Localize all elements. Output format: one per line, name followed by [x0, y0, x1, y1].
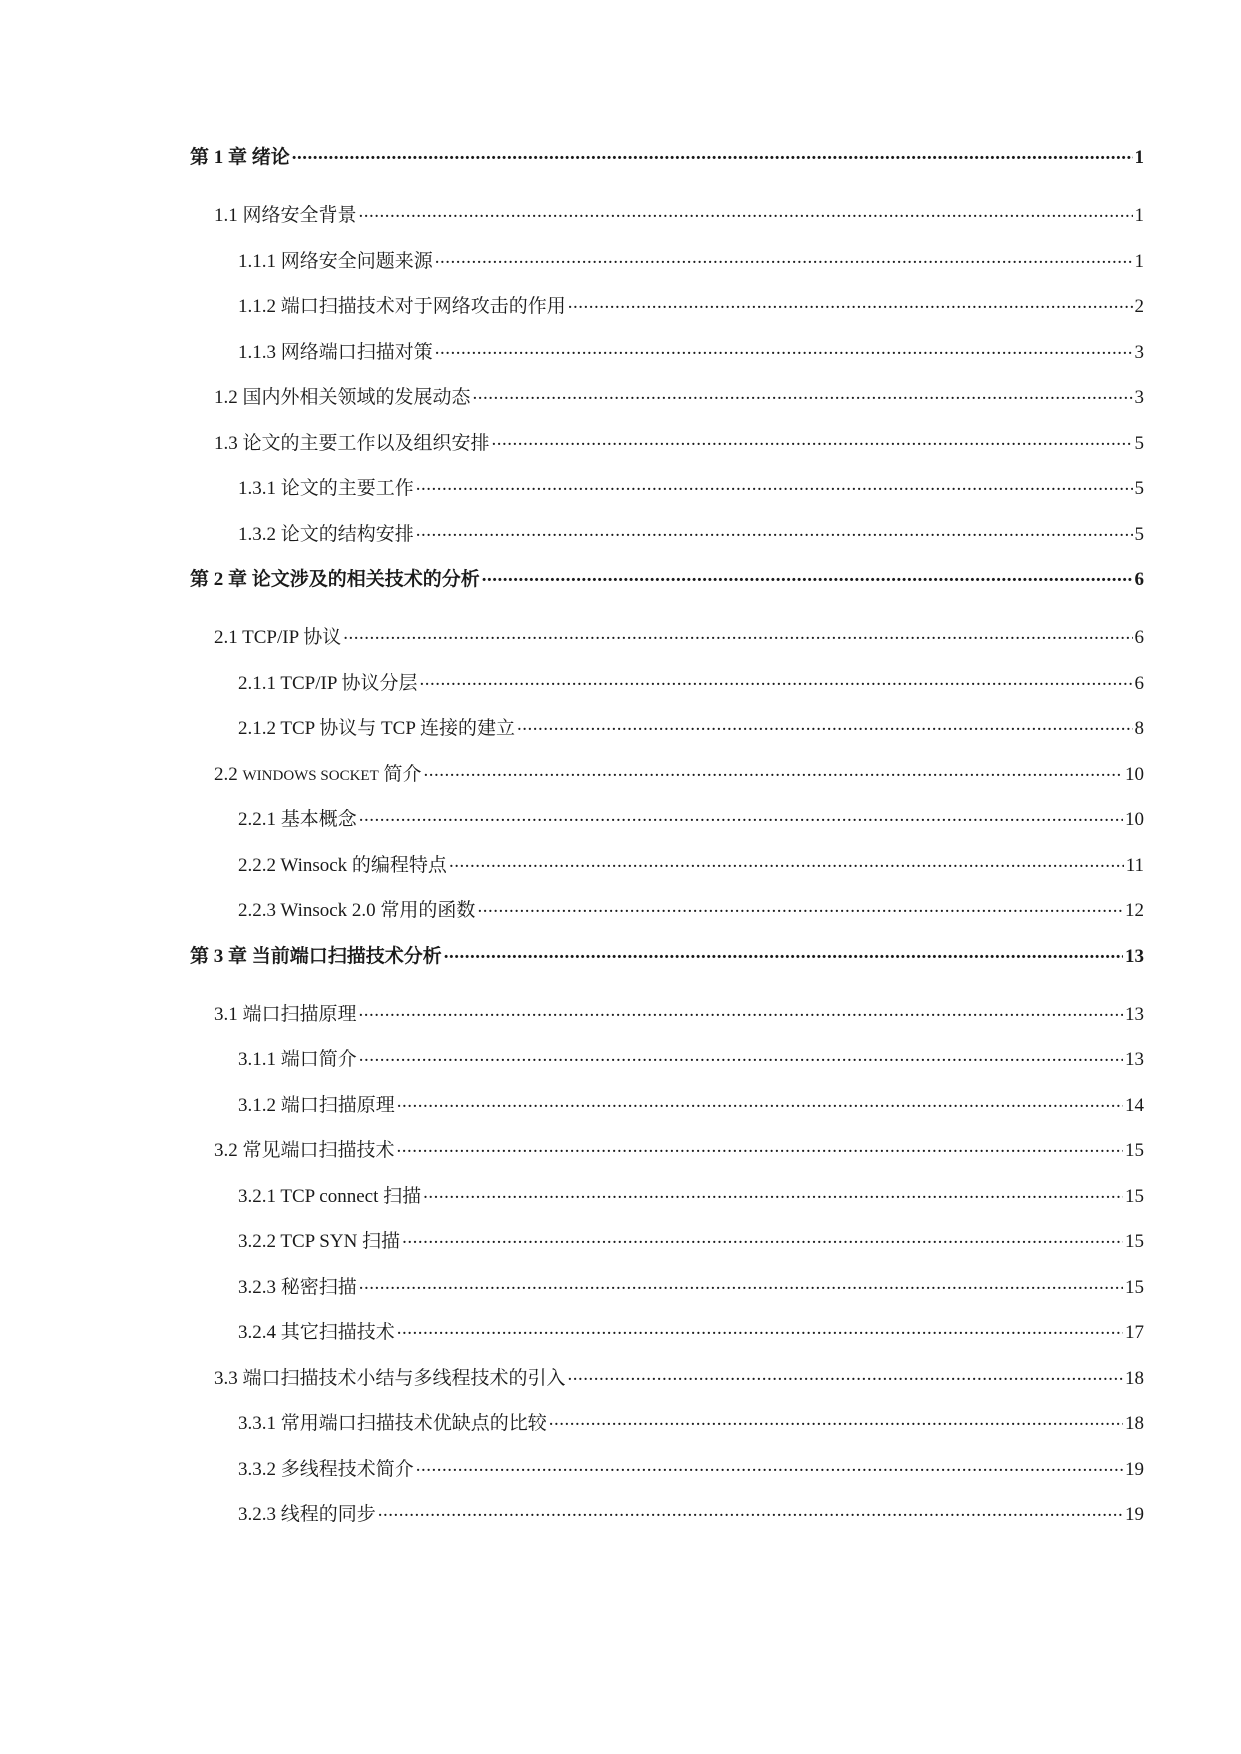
dot-leader — [359, 1001, 1123, 1020]
toc-entry-page-number: 5 — [1134, 523, 1144, 545]
toc-entry-page-number: 6 — [1134, 627, 1144, 648]
toc-entry-page-number: 5 — [1134, 478, 1144, 499]
dot-leader — [549, 1410, 1123, 1429]
dot-leader — [292, 144, 1133, 163]
toc-entry[interactable] — [190, 564, 1144, 622]
toc-entry-page-number: 2 — [1134, 296, 1144, 317]
toc-entry-title: 1.3.2 论文的结构安排 — [238, 523, 414, 545]
toc-entry[interactable] — [190, 1135, 1144, 1181]
toc-entry[interactable] — [190, 1226, 1144, 1272]
dot-leader — [343, 624, 1132, 643]
toc-entry-title: 2.2 WINDOWS SOCKET 简介 — [214, 763, 422, 785]
dot-leader — [423, 1183, 1123, 1202]
dot-leader — [477, 897, 1123, 916]
toc-entry-page-number: 3 — [1134, 387, 1144, 408]
dot-leader — [416, 521, 1133, 540]
toc-entry-title: 第 2 章 论文涉及的相关技术的分析 — [190, 569, 480, 590]
dot-leader — [359, 1274, 1123, 1293]
toc-entry-title: 3.2.1 TCP connect 扫描 — [238, 1185, 422, 1207]
toc-entry[interactable] — [190, 142, 1144, 200]
toc-entry-title: 3.3.1 常用端口扫描技术优缺点的比较 — [238, 1413, 547, 1434]
dot-leader — [359, 1046, 1123, 1065]
toc-entry[interactable] — [190, 850, 1144, 896]
toc-entry-page-number: 15 — [1125, 1140, 1144, 1161]
toc-entry[interactable] — [190, 428, 1144, 474]
toc-entry-page-number: 3 — [1134, 341, 1144, 363]
toc-entry-title: 1.3 论文的主要工作以及组织安排 — [214, 432, 490, 454]
toc-entry-title: 3.2.3 线程的同步 — [238, 1504, 376, 1525]
toc-entry-page-number: 18 — [1125, 1413, 1144, 1434]
toc-entry-title: 2.1 TCP/IP 协议 — [214, 627, 342, 648]
toc-entry-page-number: 1 — [1134, 205, 1144, 226]
toc-entry-title: 3.2.2 TCP SYN 扫描 — [238, 1231, 401, 1252]
toc-entry-title: 3.3 端口扫描技术小结与多线程技术的引入 — [214, 1367, 566, 1389]
toc-entry[interactable] — [190, 668, 1144, 714]
dot-leader — [397, 1137, 1123, 1156]
toc-entry-page-number: 8 — [1134, 718, 1144, 739]
dot-leader — [435, 248, 1133, 267]
toc-entry[interactable] — [190, 622, 1144, 668]
dot-leader — [482, 566, 1133, 585]
dot-leader — [568, 1365, 1123, 1384]
table-of-contents — [190, 142, 1144, 1545]
toc-entry-title: 2.1.2 TCP 协议与 TCP 连接的建立 — [238, 718, 515, 739]
toc-entry[interactable] — [190, 1408, 1144, 1454]
toc-entry-page-number: 10 — [1125, 763, 1144, 785]
toc-entry[interactable] — [190, 1044, 1144, 1090]
dot-leader — [378, 1501, 1123, 1520]
toc-entry[interactable] — [190, 1181, 1144, 1227]
toc-entry-page-number: 14 — [1125, 1094, 1144, 1116]
toc-entry-title: 1.1 网络安全背景 — [214, 205, 357, 226]
toc-entry[interactable] — [190, 473, 1144, 519]
toc-entry[interactable] — [190, 1499, 1144, 1545]
toc-entry-title: 2.2.1 基本概念 — [238, 809, 357, 830]
toc-entry-title: 3.1.1 端口简介 — [238, 1049, 357, 1070]
toc-entry-title: 1.2 国内外相关领域的发展动态 — [214, 387, 471, 408]
dot-leader — [473, 384, 1133, 403]
dot-leader — [419, 670, 1132, 689]
dot-leader — [416, 475, 1133, 494]
toc-entry-title: 3.2.4 其它扫描技术 — [238, 1322, 395, 1343]
toc-entry-page-number: 1 — [1134, 250, 1144, 272]
toc-entry[interactable] — [190, 1454, 1144, 1500]
toc-entry-page-number: 5 — [1134, 432, 1144, 454]
toc-entry-title: 3.3.2 多线程技术简介 — [238, 1458, 414, 1480]
toc-entry-page-number: 6 — [1134, 569, 1144, 590]
toc-entry-page-number: 15 — [1125, 1276, 1144, 1298]
toc-entry-title: 第 1 章 绪论 — [190, 147, 290, 168]
toc-entry[interactable] — [190, 759, 1144, 805]
toc-entry[interactable] — [190, 382, 1144, 428]
toc-entry-page-number: 12 — [1125, 900, 1144, 921]
dot-leader — [397, 1319, 1123, 1338]
toc-entry[interactable] — [190, 999, 1144, 1045]
toc-entry[interactable] — [190, 337, 1144, 383]
toc-entry-page-number: 13 — [1125, 1049, 1144, 1070]
toc-entry[interactable] — [190, 941, 1144, 999]
toc-entry-page-number: 13 — [1125, 945, 1144, 967]
dot-leader — [444, 943, 1123, 962]
toc-entry-title: 1.1.3 网络端口扫描对策 — [238, 341, 433, 363]
toc-entry[interactable] — [190, 1317, 1144, 1363]
toc-entry[interactable] — [190, 895, 1144, 941]
toc-entry-page-number: 1 — [1134, 147, 1144, 168]
toc-entry-title: 1.1.2 端口扫描技术对于网络攻击的作用 — [238, 296, 566, 317]
toc-entry-title: 1.3.1 论文的主要工作 — [238, 478, 414, 499]
toc-entry[interactable] — [190, 246, 1144, 292]
toc-entry-title: 2.1.1 TCP/IP 协议分层 — [238, 672, 418, 694]
toc-entry-page-number: 15 — [1125, 1185, 1144, 1207]
toc-entry[interactable] — [190, 804, 1144, 850]
toc-entry[interactable] — [190, 1272, 1144, 1318]
dot-leader — [449, 852, 1124, 871]
toc-entry[interactable] — [190, 1363, 1144, 1409]
toc-entry-page-number: 6 — [1134, 672, 1144, 694]
dot-leader — [416, 1456, 1123, 1475]
toc-entry-page-number: 13 — [1125, 1003, 1144, 1025]
toc-entry-title: 3.1.2 端口扫描原理 — [238, 1094, 395, 1116]
toc-entry[interactable] — [190, 200, 1144, 246]
toc-entry-page-number: 19 — [1125, 1458, 1144, 1480]
toc-entry-page-number: 19 — [1125, 1504, 1144, 1525]
dot-leader — [424, 761, 1123, 780]
toc-entry[interactable] — [190, 519, 1144, 565]
dot-leader — [568, 293, 1133, 312]
toc-entry[interactable] — [190, 713, 1144, 759]
toc-entry-title: 3.1 端口扫描原理 — [214, 1003, 357, 1025]
toc-entry[interactable] — [190, 291, 1144, 337]
dot-leader — [517, 715, 1133, 734]
toc-entry-page-number: 11 — [1125, 854, 1144, 876]
dot-leader — [359, 202, 1133, 221]
toc-entry[interactable] — [190, 1090, 1144, 1136]
toc-entry-page-number: 17 — [1125, 1322, 1144, 1343]
toc-entry-title: 2.2.2 Winsock 的编程特点 — [238, 854, 447, 876]
dot-leader — [397, 1092, 1123, 1111]
toc-entry-page-number: 18 — [1125, 1367, 1144, 1389]
dot-leader — [359, 806, 1123, 825]
dot-leader — [492, 430, 1133, 449]
toc-entry-title: 第 3 章 当前端口扫描技术分析 — [190, 945, 442, 967]
dot-leader — [435, 339, 1133, 358]
toc-entry-title: 1.1.1 网络安全问题来源 — [238, 250, 433, 272]
toc-entry-page-number: 10 — [1125, 809, 1144, 830]
dot-leader — [402, 1228, 1123, 1247]
toc-entry-title: 2.2.3 Winsock 2.0 常用的函数 — [238, 900, 476, 921]
toc-entry-title: 3.2.3 秘密扫描 — [238, 1276, 357, 1298]
toc-entry-page-number: 15 — [1125, 1231, 1144, 1252]
toc-entry-title: 3.2 常见端口扫描技术 — [214, 1140, 395, 1161]
